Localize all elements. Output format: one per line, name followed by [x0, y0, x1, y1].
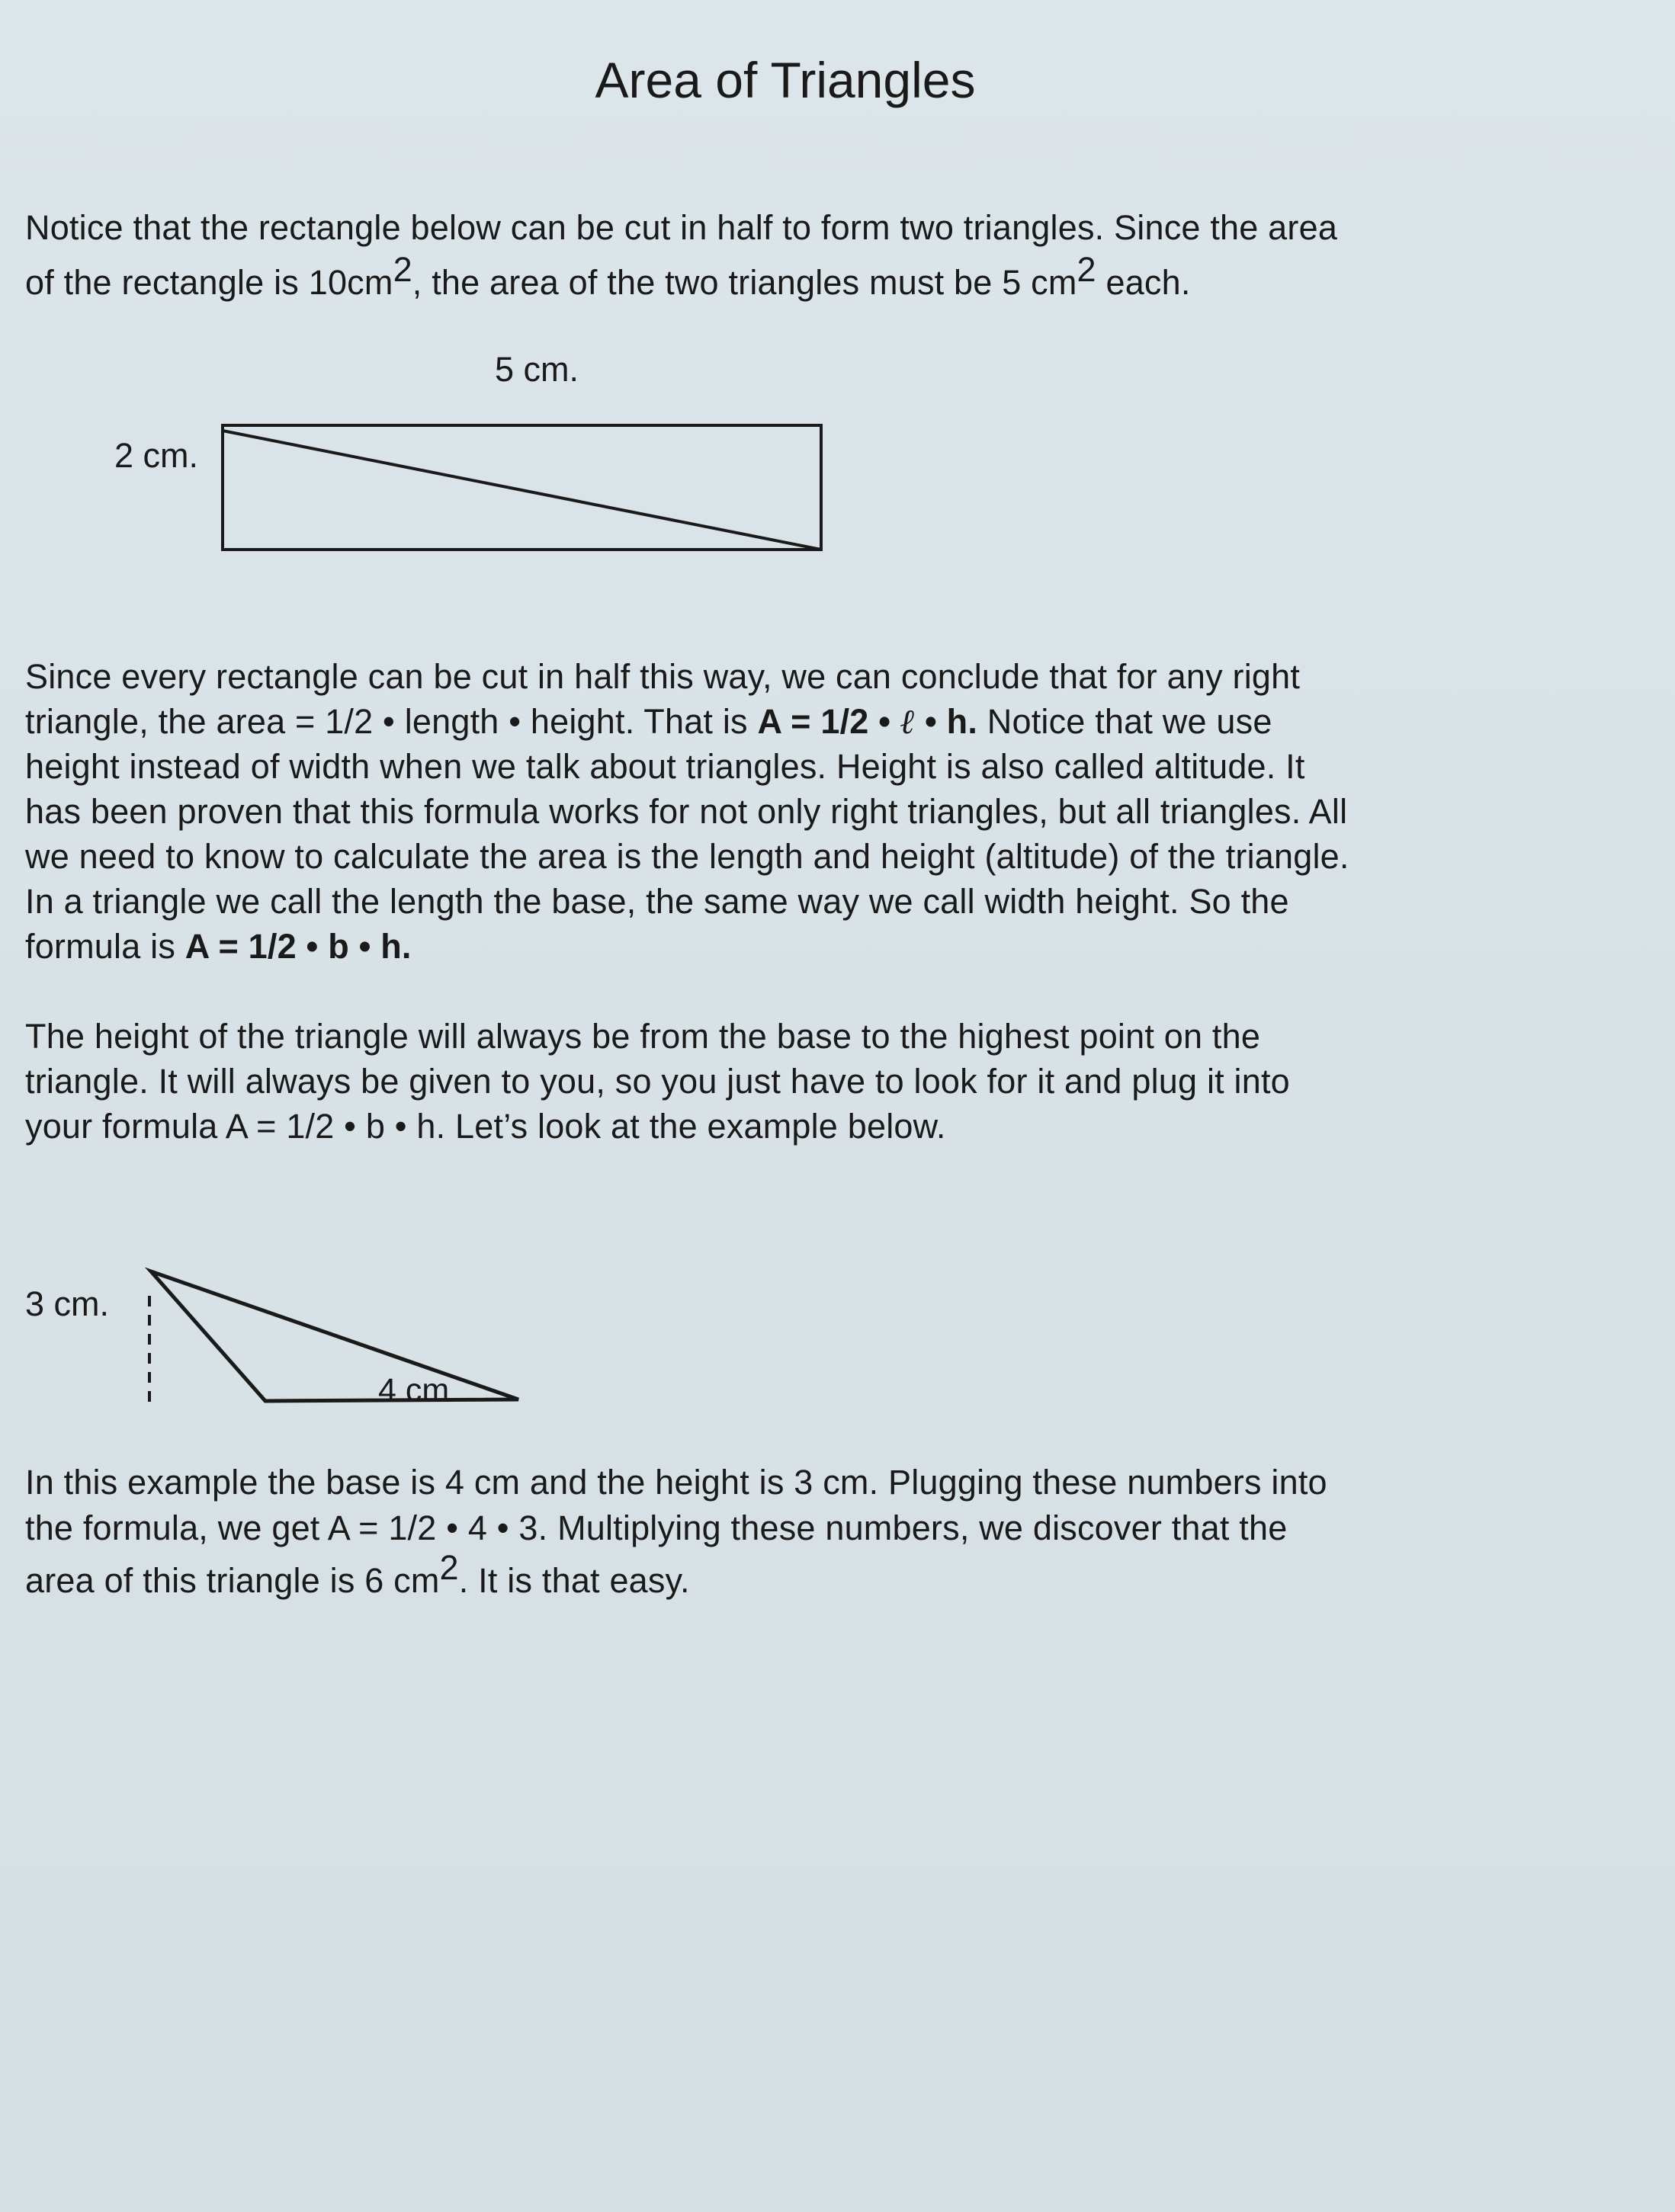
- formula-text-c: formula is: [25, 927, 185, 966]
- superscript-2: 2: [393, 249, 412, 289]
- superscript-2: 2: [439, 1547, 459, 1587]
- formula-line-5: we need to know to calculate the area is the length and height (altitude) of the triangle.: [25, 837, 1349, 876]
- example-line-1: In this example the base is 4 cm and the height is 3 cm. Plugging these numbers into: [25, 1463, 1327, 1502]
- rectangle-width-label: 2 cm.: [114, 436, 199, 475]
- example-text-b: . It is that easy.: [458, 1561, 690, 1600]
- formula-bold-ell: ℓ: [900, 701, 916, 742]
- formula-bold-b: • h.: [915, 702, 978, 741]
- formula-bold-final: A = 1/2 • b • h.: [185, 927, 412, 966]
- formula-line-3: height instead of width when we talk about triangles. Height is also called altitude. It: [25, 747, 1305, 786]
- example-line-3: [25, 1547, 1550, 1611]
- intro-text-c: each.: [1096, 263, 1191, 302]
- triangle-base-label: 4 cm: [378, 1372, 450, 1409]
- formula-text-a: triangle, the area = 1/2 • length • height. That is: [25, 702, 758, 741]
- formula-bold-a: A = 1/2 •: [757, 702, 900, 741]
- height-paragraph: [25, 1014, 1550, 1149]
- intro-line-2: [25, 249, 1550, 310]
- rectangle-length-label: 5 cm.: [495, 350, 579, 389]
- formula-paragraph: [25, 654, 1550, 969]
- formula-text-b: Notice that we use: [977, 702, 1272, 741]
- intro-line-1: Notice that the rectangle below can be cut in half to form two triangles. Since the area: [25, 208, 1338, 247]
- formula-line-6: In a triangle we call the length the base, the same way we call width height. So the: [25, 882, 1289, 921]
- rectangle-diagonal: [223, 431, 821, 550]
- example-text-a: area of this triangle is 6 cm: [25, 1561, 440, 1600]
- intro-text-a: of the rectangle is 10cm: [25, 263, 393, 302]
- height-line-1: The height of the triangle will always be from the base to the highest point on the: [25, 1017, 1261, 1056]
- formula-line-1: Since every rectangle can be cut in half this way, we can conclude that for any right: [25, 657, 1301, 696]
- height-line-2: triangle. It will always be given to you, so you just have to look for it and plug it into: [25, 1062, 1290, 1101]
- formula-line-4: has been proven that this formula works for not only right triangles, but all triangles. All: [25, 792, 1348, 831]
- example-line-2: the formula, we get A = 1/2 • 4 • 3. Multiplying these numbers, we discover that the: [25, 1508, 1288, 1547]
- height-line-3: your formula A = 1/2 • b • h. Let’s look at the example below.: [25, 1107, 946, 1146]
- formula-line-7: [25, 924, 1550, 969]
- formula-line-2: [25, 699, 1550, 744]
- intro-text-b: , the area of the two triangles must be 5 cm: [412, 263, 1077, 302]
- rectangle-outline: [223, 425, 821, 550]
- intro-paragraph: [25, 200, 1550, 310]
- example-paragraph: [25, 1460, 1550, 1611]
- page-title: Area of Triangles: [595, 52, 976, 108]
- triangle-outline: [151, 1271, 518, 1401]
- superscript-2: 2: [1077, 249, 1096, 289]
- triangle-height-label: 3 cm.: [25, 1284, 110, 1323]
